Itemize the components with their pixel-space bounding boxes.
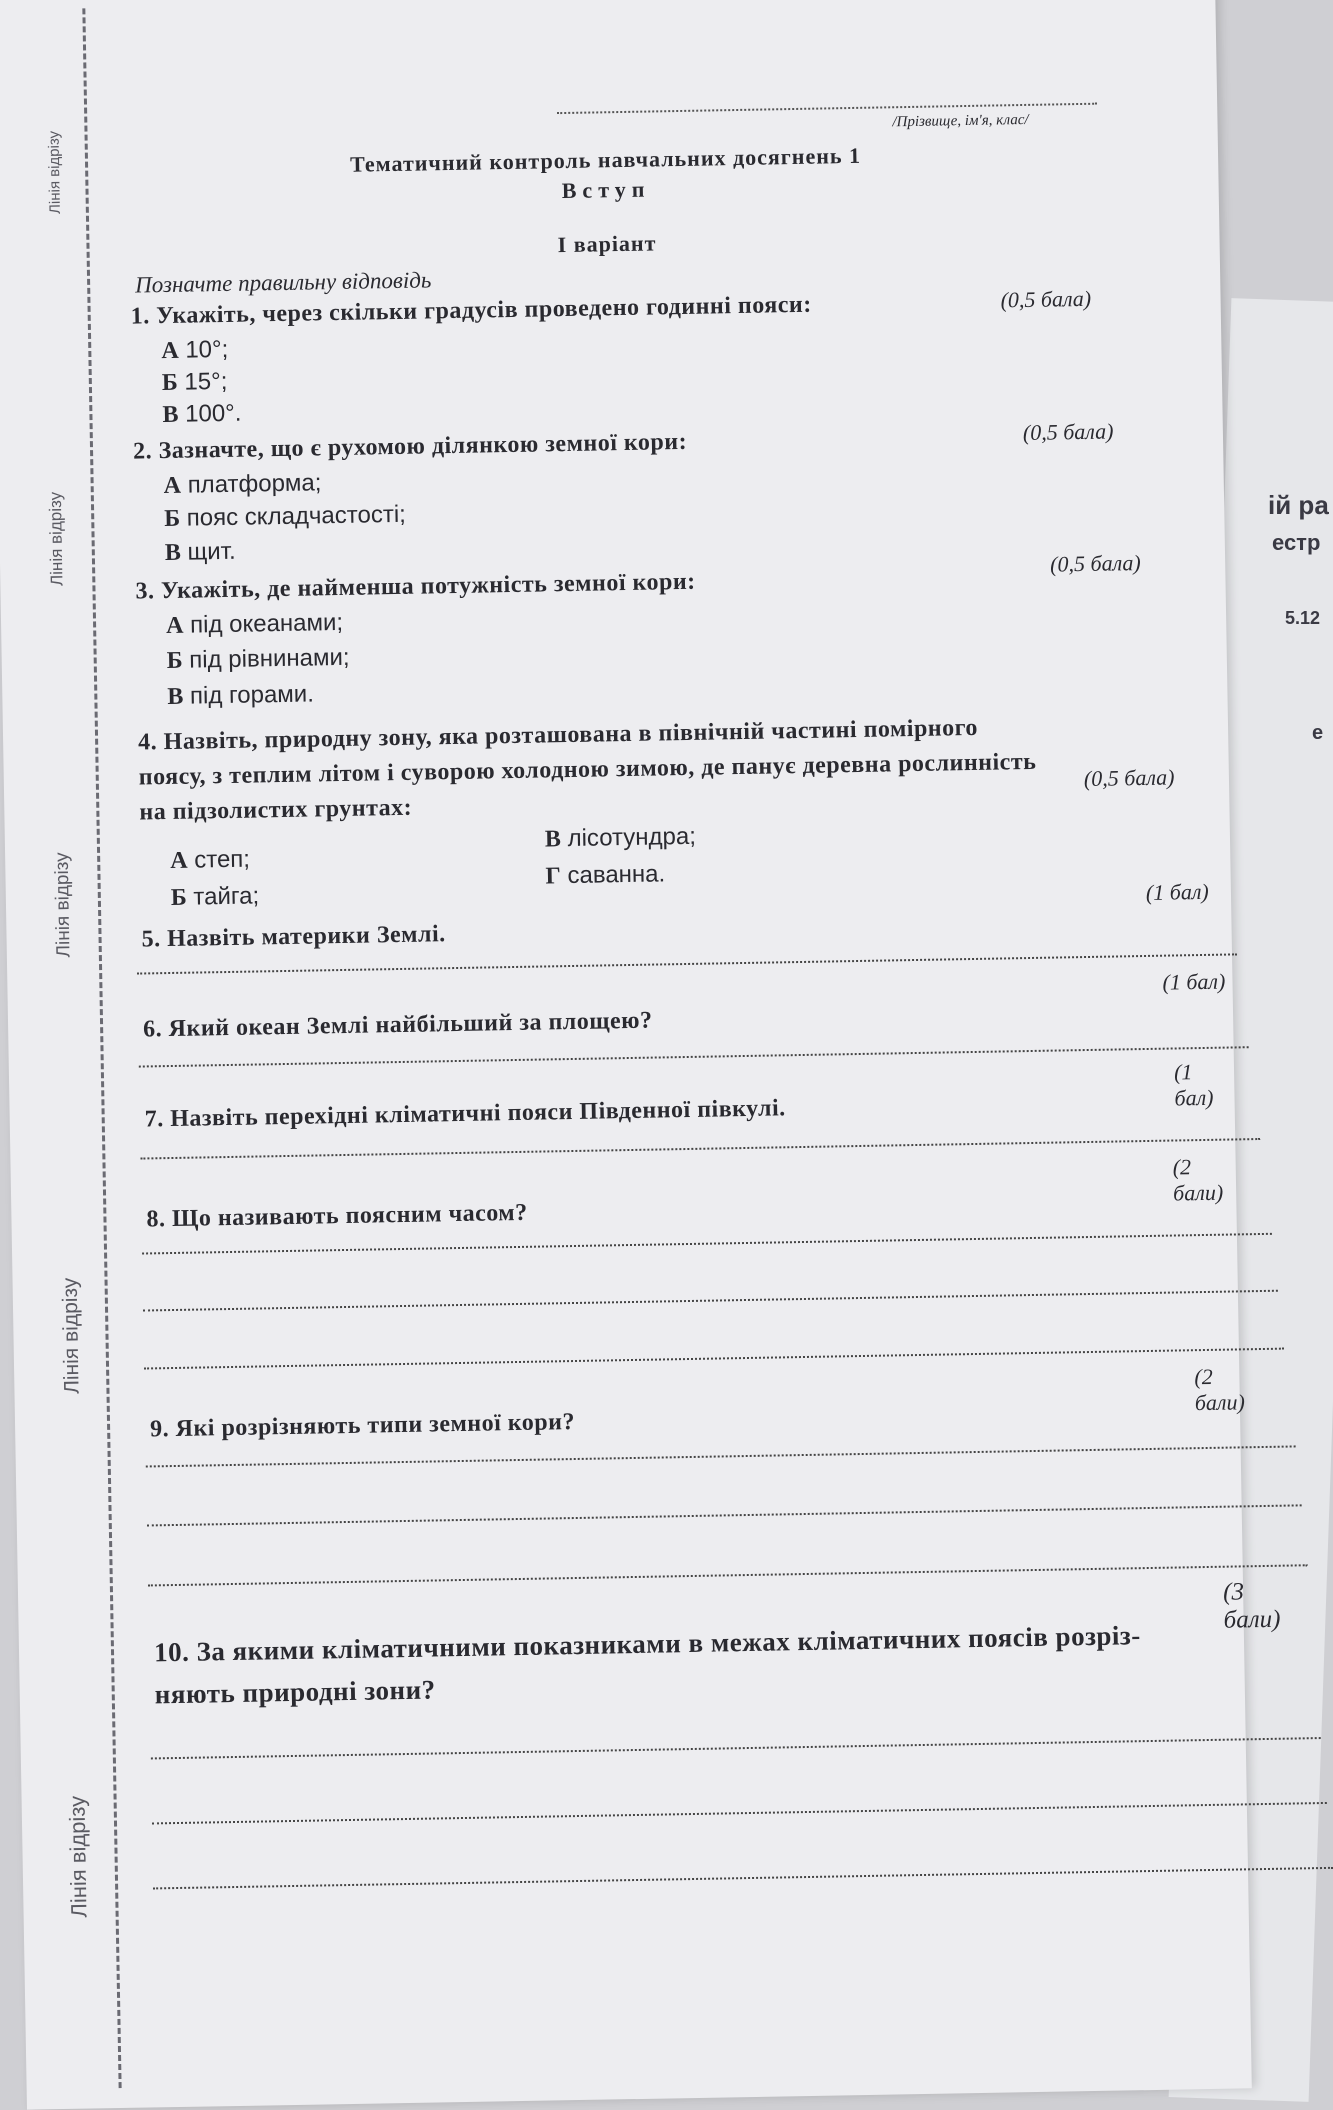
page-subtitle: Вступ <box>561 176 651 204</box>
cut-line-label: Лінія відрізу <box>45 130 64 215</box>
answer-line[interactable] <box>140 1138 1260 1160</box>
question-7-points: (1 бал) <box>1173 1059 1214 1111</box>
question-10-points: (3 бали) <box>1222 1578 1281 1634</box>
question-3-points: (0,5 бала) <box>1049 550 1141 577</box>
background-text: естр <box>1272 530 1321 555</box>
question-1-option-b[interactable]: Б 15°; <box>161 367 228 397</box>
name-caption: /Прізвище, ім'я, клас/ <box>892 111 1029 131</box>
answer-line[interactable] <box>147 1504 1302 1526</box>
question-6-points: (1 бал) <box>1162 968 1226 995</box>
question-3-option-b[interactable]: Б під рівнинами; <box>166 643 350 675</box>
cut-line <box>82 8 121 2088</box>
question-4-option-a[interactable]: А степ; <box>170 845 251 874</box>
answer-line[interactable] <box>146 1445 1296 1467</box>
cut-line-label: Лінія відрізу <box>45 491 67 587</box>
question-7: 7. Назвіть перехідні кліматичні пояси Південної півкулі. <box>144 1095 786 1133</box>
question-2: 2. Зазначте, що є рухомою ділянкою земної кори: <box>132 428 688 465</box>
page-title: Тематичний контроль навчальних досягнень 1 <box>349 142 862 177</box>
answer-line[interactable] <box>139 1046 1249 1067</box>
question-4-line: на підзолистих грунтах: <box>139 794 413 826</box>
background-text: ій ра <box>1268 490 1329 520</box>
answer-line[interactable] <box>144 1348 1284 1370</box>
question-9-points: (2 бали) <box>1194 1363 1246 1416</box>
background-text: 5.12 <box>1285 608 1321 628</box>
question-9: 9. Які розрізняють типи земної кори? <box>149 1409 576 1443</box>
question-3: 3. Укажіть, де найменша потужність земної кори: <box>135 568 696 605</box>
question-2-points: (0,5 бала) <box>1022 418 1114 446</box>
question-8: 8. Що називають поясним часом? <box>146 1199 528 1233</box>
question-10 <box>154 1615 1142 1716</box>
question-4-line: 4. Назвіть, природну зону, яка розташована в північній частині помірного <box>137 714 979 756</box>
question-1-option-a[interactable]: А 10°; <box>161 335 229 365</box>
variant-label: І варіант <box>557 230 657 258</box>
answer-line[interactable] <box>151 1737 1321 1759</box>
answer-line[interactable] <box>152 1802 1327 1825</box>
cut-line-label: Лінія відрізу <box>58 1277 84 1395</box>
question-10-line: 10. За якими кліматичними показниками в межах кліматичних поясів розріз- <box>153 1620 1142 1668</box>
question-1-option-c[interactable]: В 100°. <box>162 399 242 429</box>
question-3-option-a[interactable]: А під океанами; <box>165 608 344 640</box>
answer-line[interactable] <box>148 1564 1308 1586</box>
instruction: Позначте правильну відповідь <box>134 267 432 298</box>
question-1-points: (0,5 бала) <box>1000 285 1092 313</box>
question-5: 5. Назвіть материки Землі. <box>141 921 446 953</box>
question-2-option-c[interactable]: В щит. <box>164 537 236 567</box>
question-8-points: (2 бали) <box>1172 1154 1224 1206</box>
background-text: е <box>1312 722 1324 744</box>
question-4-option-d[interactable]: Г саванна. <box>545 860 666 890</box>
question-1: 1. Укажіть, через скільки градусів проведено годинні пояси: <box>130 291 812 330</box>
question-3-option-c[interactable]: В під горами. <box>167 680 315 711</box>
answer-line[interactable] <box>142 1233 1272 1255</box>
answer-line[interactable] <box>143 1290 1278 1312</box>
question-4-line: поясу, з теплим літом і суворою холодною зимою, де панує деревна рослинність <box>138 748 1037 791</box>
answer-line[interactable] <box>137 953 1237 974</box>
question-4 <box>138 710 1037 830</box>
answer-line[interactable] <box>153 1867 1333 1890</box>
question-2-option-b[interactable]: Б пояс складчастості; <box>164 500 407 533</box>
question-10-line: няють природні зони? <box>154 1674 436 1710</box>
question-6: 6. Який океан Землі найбільший за площею? <box>142 1007 653 1043</box>
question-4-option-b[interactable]: Б тайга; <box>170 882 260 911</box>
question-4-option-c[interactable]: В лісотундра; <box>544 822 697 853</box>
question-4-points: (0,5 бала) <box>1083 764 1175 792</box>
question-2-option-a[interactable]: А платформа; <box>163 469 322 500</box>
question-5-points: (1 бал) <box>1145 878 1209 905</box>
cut-line-label: Лінія відрізу <box>51 852 75 958</box>
cut-line-label: Лінія відрізу <box>64 1795 92 1918</box>
